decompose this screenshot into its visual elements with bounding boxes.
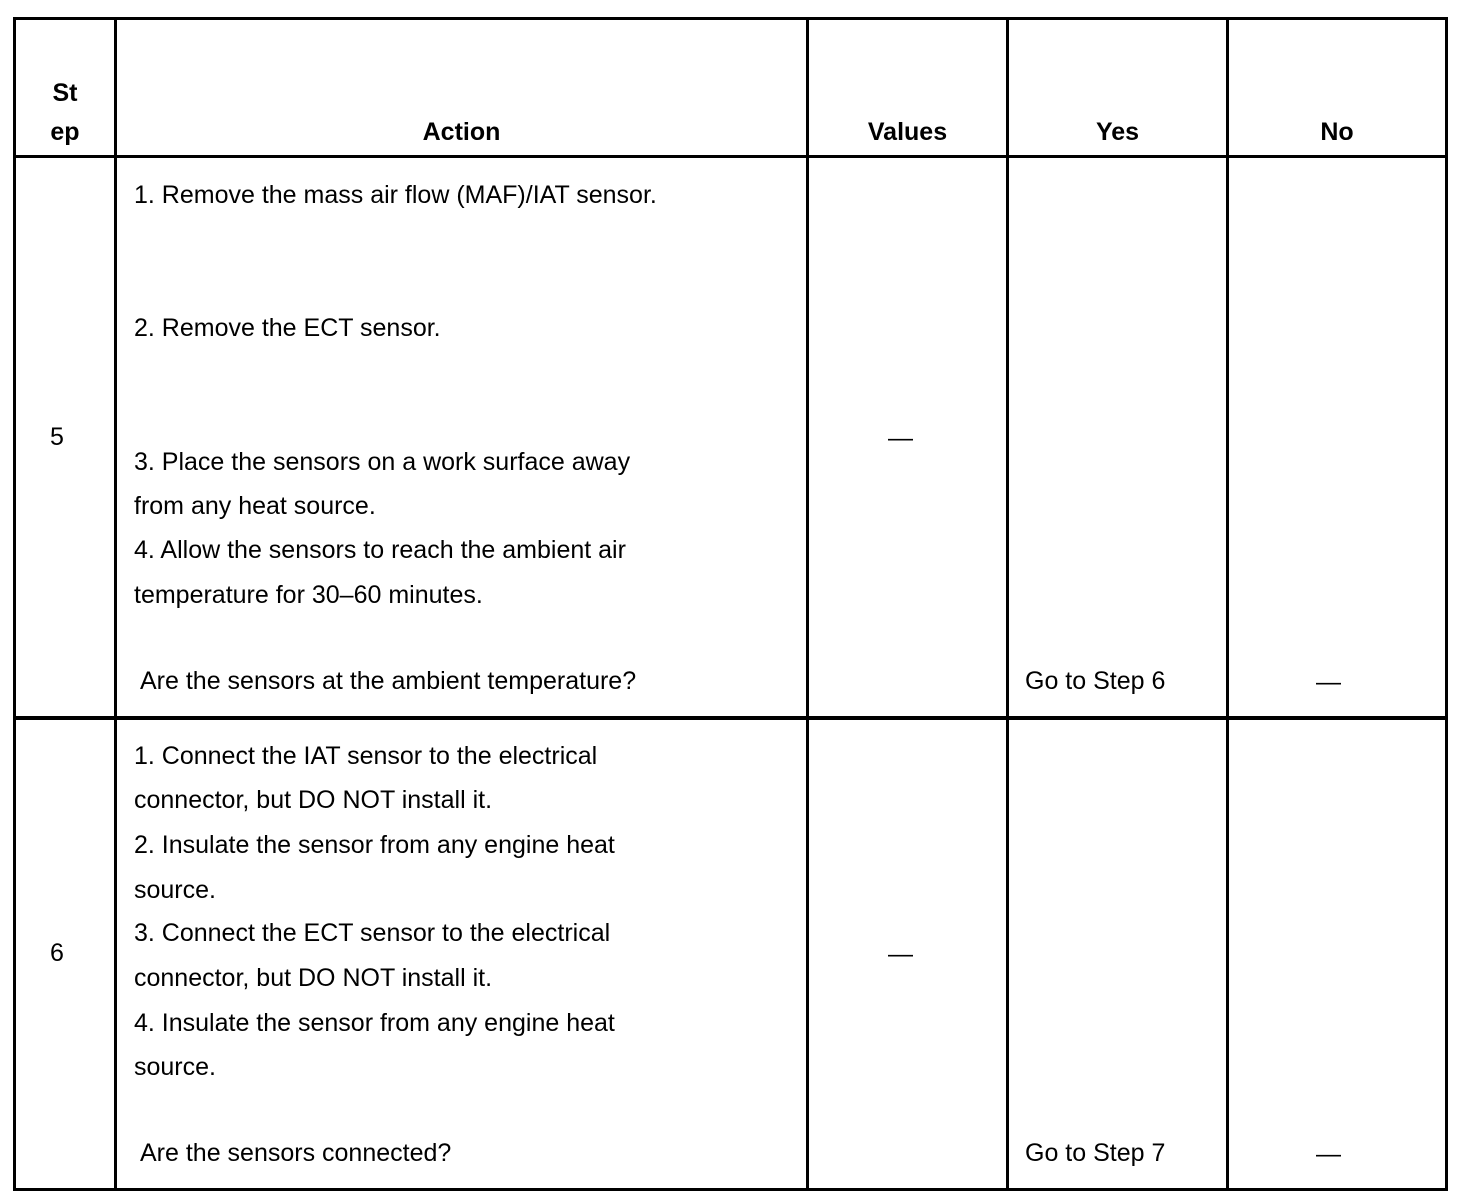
values-cell: —	[888, 940, 913, 968]
values-cell: —	[888, 424, 913, 452]
column-divider	[1006, 17, 1009, 1191]
action-line: 1. Connect the IAT sensor to the electrical	[134, 742, 598, 770]
column-divider	[114, 17, 117, 1191]
action-line: connector, but DO NOT install it.	[134, 964, 493, 992]
action-line: source.	[134, 876, 216, 904]
header-step-line2: ep	[50, 118, 80, 146]
step-number: 5	[50, 423, 64, 451]
action-line: 1. Remove the mass air flow (MAF)/IAT sensor.	[134, 181, 657, 209]
header-step-line1: St	[52, 79, 78, 107]
action-line: 2. Insulate the sensor from any engine heat	[134, 831, 615, 859]
no-cell: —	[1316, 668, 1341, 696]
header-yes: Yes	[1095, 118, 1140, 146]
action-question: Are the sensors at the ambient temperature?	[140, 667, 637, 695]
yes-cell: Go to Step 6	[1025, 667, 1166, 695]
header-divider	[13, 155, 1448, 158]
action-question: Are the sensors connected?	[140, 1139, 452, 1167]
action-line: temperature for 30–60 minutes.	[134, 581, 483, 609]
header-values: Values	[867, 118, 948, 146]
yes-cell: Go to Step 7	[1025, 1139, 1166, 1167]
action-line: connector, but DO NOT install it.	[134, 786, 493, 814]
column-divider	[806, 17, 809, 1191]
column-divider	[1226, 17, 1229, 1191]
action-line: 3. Place the sensors on a work surface away	[134, 448, 631, 476]
action-line: 4. Allow the sensors to reach the ambient air	[134, 536, 626, 564]
action-line: source.	[134, 1053, 216, 1081]
header-no: No	[1320, 118, 1354, 146]
action-line: from any heat source.	[134, 492, 376, 520]
action-line: 3. Connect the ECT sensor to the electrical	[134, 919, 611, 947]
action-line: 4. Insulate the sensor from any engine heat	[134, 1009, 615, 1037]
step-number: 6	[50, 939, 64, 967]
row-divider	[13, 716, 1448, 720]
action-line: 2. Remove the ECT sensor.	[134, 314, 441, 342]
header-action: Action	[422, 118, 501, 146]
no-cell: —	[1316, 1140, 1341, 1168]
